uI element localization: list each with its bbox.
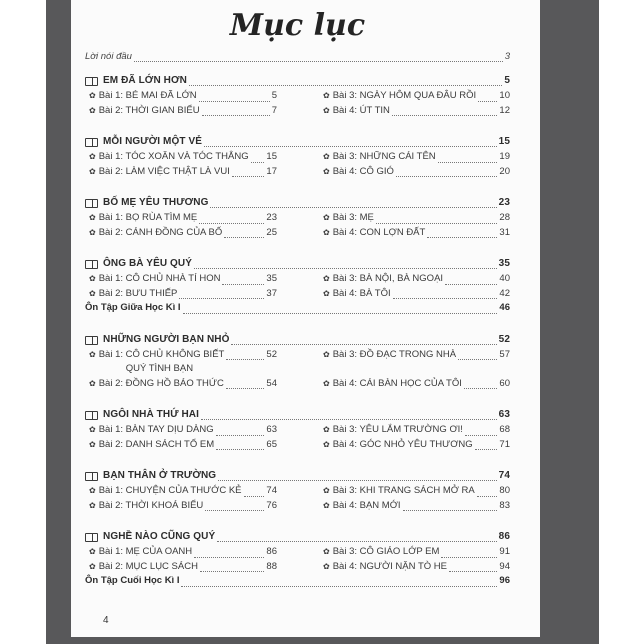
flower-icon: ✿ [323,274,330,283]
flower-icon: ✿ [89,425,96,434]
dotted-leader [244,496,265,497]
flower-icon: ✿ [323,486,330,495]
open-book-icon [85,199,98,208]
lesson-line [99,150,277,165]
open-book-icon [85,472,98,481]
lesson-entry [89,150,277,165]
lesson-page: 83 [499,499,510,511]
lesson-body [99,438,277,453]
lesson-entry [89,438,277,453]
lesson-entry [89,287,277,302]
lesson-line [333,348,510,363]
lesson-label-wrap: QUÝ TÌNH BẠN [125,363,194,374]
dotted-leader [232,176,265,177]
dotted-leader [478,101,497,102]
lesson-line [333,377,510,392]
review-label: Ôn Tập Giữa Học Kì I [85,302,181,313]
lesson-entry [323,165,510,180]
flower-icon: ✿ [89,227,96,237]
lesson-label: Bài 4: CON LỢN ĐẤT [332,226,426,238]
lesson-label: Bài 1: MẸ CỦA OANH [98,546,193,557]
lesson-entry [89,377,277,392]
flower-icon: ✿ [89,378,96,388]
lesson-label: Bài 1: CÔ CHỦ KHÔNG BIẾT [98,348,225,360]
dotted-leader [226,388,265,389]
dotted-leader [183,313,498,314]
dotted-leader [477,496,498,497]
section-title: MỖI NGƯỜI MỘT VẺ [103,136,202,147]
lesson-entry [323,423,510,438]
lesson-label: Bài 4: NGƯỜI NẶN TÒ HE [332,560,447,572]
lesson-line [333,226,510,241]
dotted-leader [392,115,498,116]
dotted-leader [194,557,264,558]
lesson-line [333,423,510,438]
lesson-page: 52 [266,348,277,360]
lesson-page: 94 [499,560,510,572]
lesson-label: Bài 2: MỤC LỤC SÁCH [98,560,198,572]
lesson-line [333,89,510,104]
lesson-body [333,89,510,104]
flower-icon: ✿ [89,500,96,510]
lesson-page: 42 [499,287,510,299]
lesson-line [333,438,510,453]
dotted-leader [458,359,497,360]
lesson-page: 25 [266,226,277,238]
lesson-entry [89,423,277,438]
lesson-line [99,226,277,241]
lesson-page: 68 [499,424,510,435]
section-page: 52 [498,333,510,345]
lesson-entry [323,211,510,226]
lesson-body [333,226,510,241]
flower-icon: ✿ [323,378,330,388]
lesson-label: Bài 4: BẠN MỚI [332,499,401,511]
flower-icon: ✿ [323,500,330,510]
lesson-page: 31 [499,226,510,238]
flower-icon: ✿ [323,425,330,434]
dotted-leader [201,419,497,420]
lesson-entry [323,438,510,453]
open-book-icon [85,533,98,542]
dotted-leader [224,237,264,238]
lesson-page: 60 [499,377,510,389]
lesson-line [99,211,277,226]
dotted-leader [205,510,264,511]
toc-section [85,530,510,589]
flower-icon: ✿ [323,227,330,237]
dotted-leader [445,284,497,285]
dotted-leader [134,61,503,62]
dotted-leader [464,388,498,389]
lesson-grid [89,272,510,301]
dotted-leader [251,162,265,163]
lesson-body [99,272,277,287]
lesson-body [99,499,277,514]
lesson-label: Bài 4: BÀ TÔI [332,287,391,299]
lesson-page: 80 [499,485,510,496]
lesson-label: Bài 2: LÀM VIỆC THẬT LÀ VUI [98,165,230,177]
lesson-entry [323,226,510,241]
lesson-label: Bài 2: DANH SÁCH TỔ EM [98,438,215,450]
dotted-leader [376,223,498,224]
lesson-page: 88 [266,560,277,572]
lesson-entry [89,560,277,575]
lesson-body [333,560,510,575]
lesson-line [99,89,277,104]
dotted-leader [427,237,497,238]
lesson-body [99,89,277,104]
dotted-leader [179,298,264,299]
lesson-page: 54 [266,377,277,389]
section-page: 35 [498,258,510,269]
lesson-line [333,272,510,287]
lesson-line [99,377,277,392]
lesson-page: 15 [266,151,277,162]
lesson-entry [89,211,277,226]
lesson-body [99,104,277,119]
lesson-entry [323,348,510,377]
flower-icon: ✿ [89,349,96,359]
section-title: EM ĐÃ LỚN HƠN [103,75,187,86]
flower-icon: ✿ [89,439,96,449]
lesson-label: Bài 1: BÉ MAI ĐÃ LỚN [98,90,197,101]
dotted-leader [202,115,270,116]
lesson-page: 63 [266,424,277,435]
open-book-icon [85,138,98,147]
lesson-line [99,545,277,560]
dotted-leader [199,223,264,224]
lesson-entry [89,226,277,241]
lesson-page: 65 [266,438,277,450]
lesson-entry [323,104,510,119]
lesson-body [333,211,510,226]
lesson-entry [323,89,510,104]
dotted-leader [216,449,264,450]
lesson-page: 76 [266,499,277,511]
flower-icon: ✿ [323,439,330,449]
flower-icon: ✿ [89,213,96,222]
review-row [85,301,510,316]
dotted-leader [199,101,270,102]
lesson-label: Bài 3: NGÀY HÔM QUA ĐÂU RỒI [332,90,477,101]
lesson-body [99,484,277,499]
lesson-line [99,499,277,514]
flower-icon: ✿ [89,105,96,115]
lesson-label: Bài 4: GÓC NHỎ YÊU THƯƠNG [332,438,473,450]
lesson-line [333,150,510,165]
footer-page-number: 4 [103,614,109,626]
open-book-icon [85,336,98,345]
lesson-body [333,499,510,514]
section-page: 63 [498,409,510,420]
review-page: 46 [499,302,510,313]
page-title: Mục lục [229,8,366,43]
section-header [85,469,510,483]
lesson-page: 35 [266,273,277,284]
open-book-icon [85,260,98,269]
lesson-entry [89,484,277,499]
section-header [85,196,510,210]
dotted-leader [216,435,265,436]
dotted-leader [204,146,497,147]
lesson-body [333,348,510,363]
lesson-page: 20 [499,165,510,177]
section-page: 5 [504,75,510,86]
dotted-leader [231,344,496,345]
front-matter-row [85,50,510,64]
flower-icon: ✿ [323,213,330,222]
lesson-label: Bài 3: MẸ [332,212,374,223]
dotted-leader [465,435,498,436]
lesson-label: Bài 3: BÀ NỘI, BÀ NGOẠI [332,273,444,284]
section-header [85,74,510,88]
section-header [85,530,510,544]
dotted-leader [226,359,264,360]
lesson-entry [89,499,277,514]
open-book-icon [85,77,98,86]
lesson-page: 74 [266,485,277,496]
lesson-line [99,272,277,287]
lesson-line [333,484,510,499]
lesson-label: Bài 3: NHỮNG CÁI TÊN [332,151,436,162]
dotted-leader [438,162,498,163]
lesson-label: Bài 1: CÔ CHỦ NHÀ TÍ HON [98,273,221,284]
lesson-line [333,560,510,575]
lesson-grid [89,211,510,240]
lesson-body [333,272,510,287]
flower-icon: ✿ [323,547,330,556]
toc-section [85,74,510,118]
lesson-body [333,377,510,392]
lesson-entry [323,545,510,560]
lesson-label: Bài 3: KHI TRANG SÁCH MỞ RA [332,485,475,496]
lesson-label: Bài 1: TÓC XOĂN VÀ TÓC THẲNG [98,151,249,162]
flower-icon: ✿ [89,274,96,283]
lesson-entry [323,560,510,575]
toc-section [85,196,510,240]
lesson-grid [89,150,510,179]
lesson-entry [89,545,277,560]
lesson-line [333,499,510,514]
lesson-body [333,104,510,119]
lesson-grid [89,89,510,118]
lesson-body [333,165,510,180]
lesson-label: Bài 4: CÁI BÀN HỌC CỦA TÔI [332,377,462,389]
lesson-label: Bài 2: ĐỒNG HỒ BÁO THỨC [98,377,224,389]
dotted-leader [449,571,497,572]
dotted-leader [222,284,264,285]
lesson-label: Bài 1: BỌ RÙA TÌM MẸ [98,212,198,223]
section-page: 15 [498,136,510,147]
lesson-line [99,287,277,302]
dotted-leader [217,541,496,542]
lesson-label: Bài 2: BƯU THIẾP [98,287,178,299]
lesson-body [333,438,510,453]
lesson-entry [89,272,277,287]
dotted-leader [181,586,497,587]
section-header [85,408,510,422]
section-header [85,135,510,149]
lesson-line [333,104,510,119]
lesson-body [333,484,510,499]
lesson-body [99,377,277,392]
lesson-line [99,423,277,438]
lesson-page: 28 [499,212,510,223]
lesson-grid [89,423,510,452]
lesson-body [99,165,277,180]
lesson-page: 71 [499,438,510,450]
flower-icon: ✿ [89,561,96,571]
dotted-leader [441,557,497,558]
lesson-line [333,211,510,226]
lesson-body [333,545,510,560]
lesson-label: Bài 3: CÔ GIÁO LỚP EM [332,546,440,557]
toc-section [85,257,510,316]
lesson-page: 19 [499,151,510,162]
lesson-line [99,484,277,499]
lesson-line [333,545,510,560]
lesson-page: 91 [499,546,510,557]
lesson-entry [323,484,510,499]
section-title: NGÔI NHÀ THỨ HAI [103,409,200,420]
lesson-entry [89,165,277,180]
lesson-grid [89,484,510,513]
lesson-line [333,287,510,302]
lesson-entry [89,348,277,377]
photo-background [46,0,599,644]
front-matter-label: Lời nói đầu [85,51,132,62]
lesson-line [99,104,277,119]
lesson-line [99,348,277,363]
flower-icon: ✿ [323,349,330,359]
open-book-icon [85,411,98,420]
lesson-line [99,165,277,180]
flower-icon: ✿ [323,152,330,161]
lesson-body [99,545,277,560]
lesson-page: 37 [266,287,277,299]
lesson-line [99,560,277,575]
review-label: Ôn Tập Cuối Học Kì I [85,575,180,586]
lesson-entry [323,377,510,392]
lesson-page: 17 [266,165,277,177]
dotted-leader [403,510,498,511]
section-page: 74 [498,470,510,481]
flower-icon: ✿ [89,288,96,298]
lesson-body [333,287,510,302]
dotted-leader [194,268,497,269]
dotted-leader [396,176,497,177]
lesson-entry [89,104,277,119]
toc-section [85,408,510,452]
section-page: 86 [498,531,510,542]
lesson-label: Bài 1: BÀN TAY DỊU DÀNG [98,424,214,435]
lesson-body [99,150,277,165]
section-header [85,333,510,347]
lesson-label: Bài 3: ĐỒ ĐẠC TRONG NHÀ [332,348,457,360]
front-matter-page: 3 [504,51,510,62]
lesson-page: 57 [499,348,510,360]
dotted-leader [218,480,497,481]
flower-icon: ✿ [323,288,330,298]
flower-icon: ✿ [323,105,330,115]
lesson-label: Bài 2: THỜI KHOÁ BIỂU [98,499,204,511]
lesson-body [333,150,510,165]
review-row [85,574,510,589]
lesson-line [333,165,510,180]
lesson-page: 5 [271,90,277,101]
lesson-page: 7 [271,104,277,116]
dotted-leader [475,449,498,450]
lesson-label: Bài 4: CÔ GIÓ [332,165,394,177]
dotted-leader [210,207,496,208]
flower-icon: ✿ [323,166,330,176]
section-page: 23 [498,197,510,208]
flower-icon: ✿ [89,166,96,176]
lesson-page: 40 [499,273,510,284]
toc-content [71,0,540,626]
toc-section [85,333,510,392]
section-title: NGHỀ NÀO CŨNG QUÝ [103,531,216,542]
flower-icon: ✿ [89,91,96,100]
lesson-label: Bài 1: CHUYỆN CỦA THƯỚC KẺ [98,485,242,496]
section-header [85,257,510,271]
lesson-body [99,226,277,241]
lesson-entry [323,499,510,514]
lesson-grid [89,348,510,392]
section-title: BỐ MẸ YÊU THƯƠNG [103,197,209,208]
lesson-line [99,438,277,453]
lesson-body [99,348,277,377]
toc-section [85,135,510,179]
dotted-leader [189,85,502,86]
flower-icon: ✿ [323,91,330,100]
lesson-label: Bài 3: YÊU LẮM TRƯỜNG ƠI! [332,424,463,435]
lesson-body [333,423,510,438]
dotted-leader [393,298,498,299]
flower-icon: ✿ [323,561,330,571]
lesson-page: 10 [499,90,510,101]
lesson-entry [89,89,277,104]
lesson-entry [323,287,510,302]
lesson-body [99,560,277,575]
review-page: 96 [499,575,510,586]
section-title: ÔNG BÀ YÊU QUÝ [103,258,193,269]
book-page [71,0,540,637]
lesson-label: Bài 2: CÁNH ĐỒNG CỦA BỐ [98,226,223,238]
toc-section [85,469,510,513]
lesson-page: 23 [266,212,277,223]
lesson-entry [323,150,510,165]
lesson-entry [323,272,510,287]
dotted-leader [200,571,264,572]
section-title: BẠN THÂN Ở TRƯỜNG [103,470,217,481]
lesson-label: Bài 2: THỜI GIAN BIỂU [98,104,200,116]
lesson-body [99,211,277,226]
lesson-label: Bài 4: ÚT TIN [332,104,390,116]
lesson-body [99,423,277,438]
lesson-grid [89,545,510,574]
flower-icon: ✿ [89,547,96,556]
lesson-page: 12 [499,104,510,116]
section-title: NHỮNG NGƯỜI BẠN NHỎ [103,333,230,345]
flower-icon: ✿ [89,486,96,495]
lesson-body [99,287,277,302]
toc-sections [85,74,510,589]
lesson-page: 86 [266,546,277,557]
flower-icon: ✿ [89,152,96,161]
